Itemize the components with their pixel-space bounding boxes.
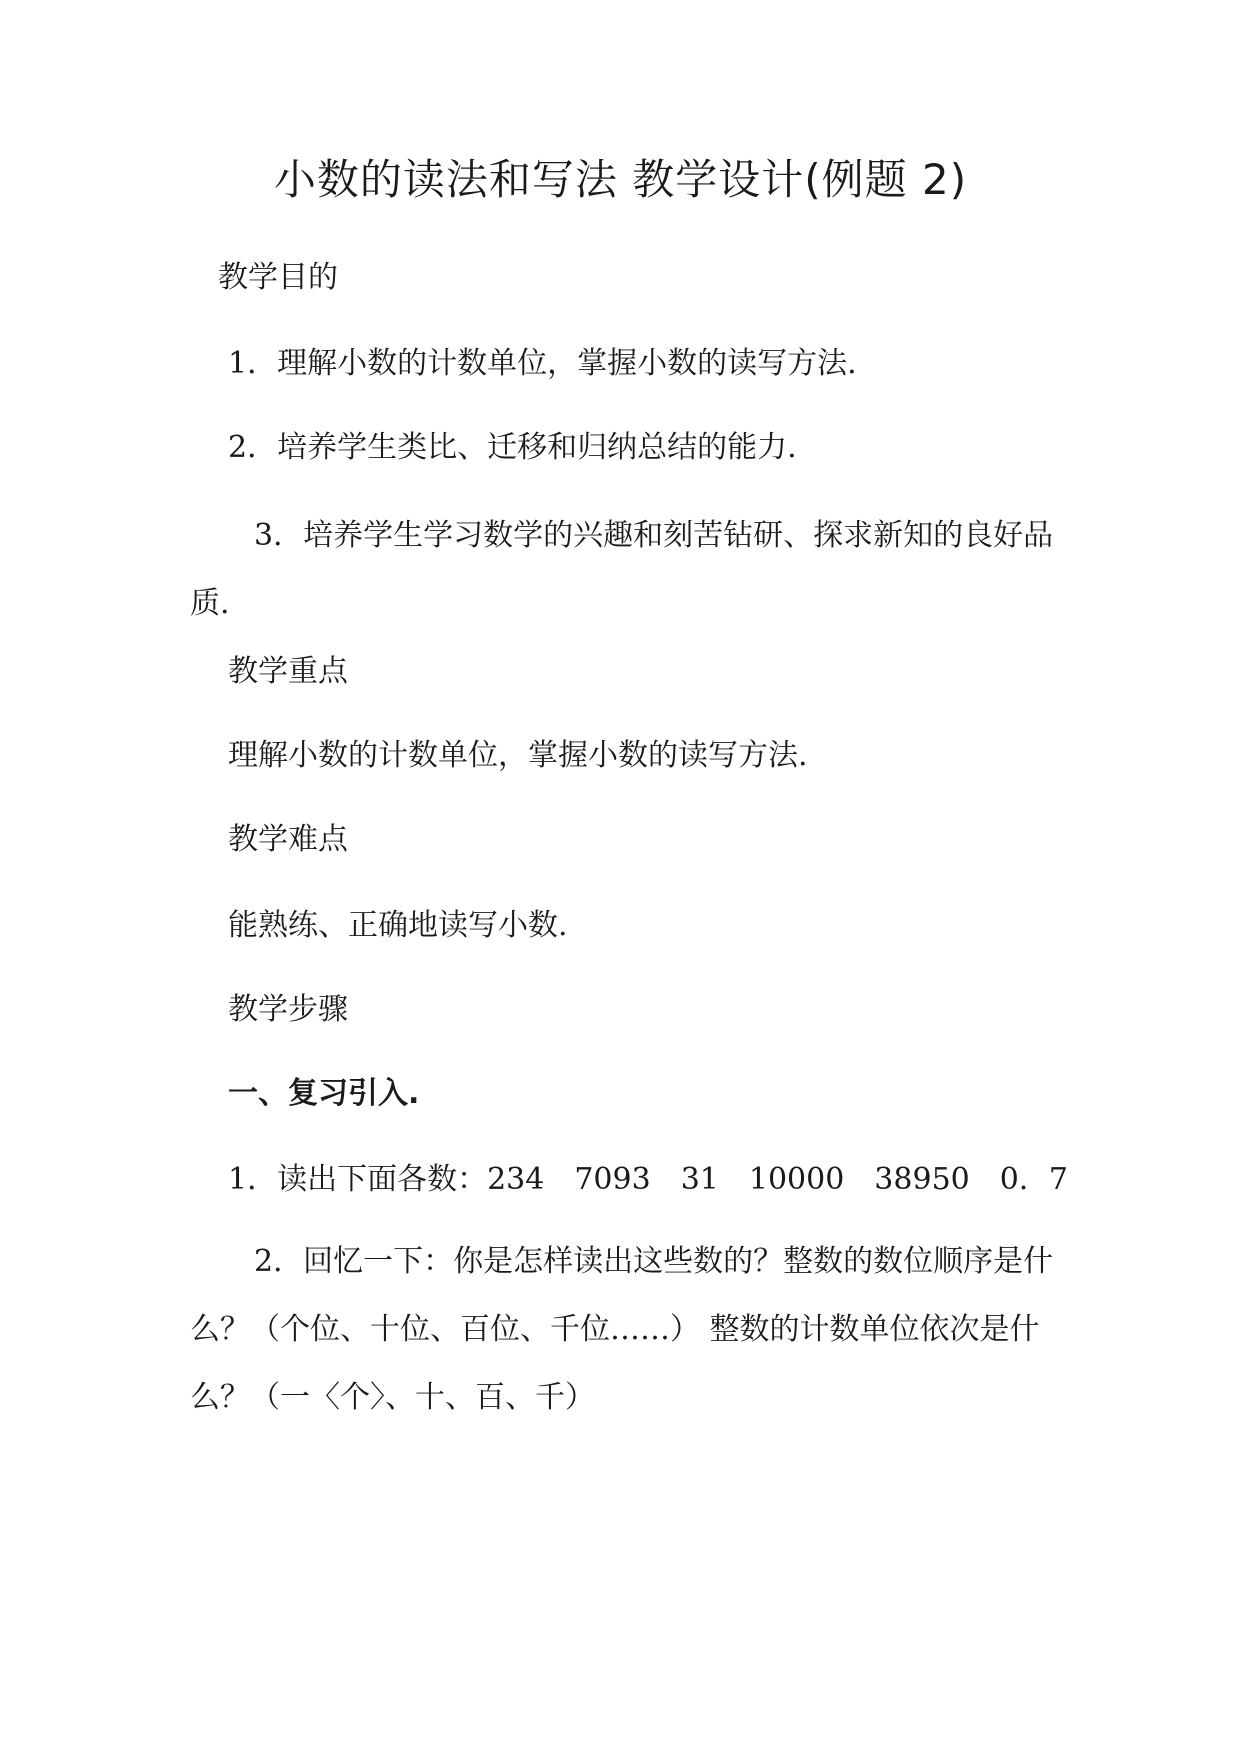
step-one-heading: 一、复习引入. xyxy=(228,1076,420,1111)
difficulty-heading: 教学难点 xyxy=(228,822,348,857)
step-one-item-2: 2．回忆一下：你是怎样读出这些数的？整数的数位顺序是什么？（个位、十位、百位、千位……） 整数的计数单位依次是什么？（一〈个〉、十、百、千） xyxy=(190,1244,1054,1415)
steps-heading: 教学步骤 xyxy=(228,992,348,1027)
key-point-text: 理解小数的计数单位，掌握小数的读写方法. xyxy=(228,738,808,773)
purpose-item-2: 2．培养学生类比、迁移和归纳总结的能力. xyxy=(228,430,797,465)
step-one-item-1: 1．读出下面各数：234 7093 31 10000 38950 0．7 xyxy=(228,1162,1068,1197)
key-point-heading: 教学重点 xyxy=(228,654,348,689)
purpose-item-3: 3．培养学生学习数学的兴趣和刻苦钻研、探求新知的良好品质. xyxy=(190,518,1054,621)
difficulty-text: 能熟练、正确地读写小数. xyxy=(228,908,568,943)
purpose-heading: 教学目的 xyxy=(218,260,338,295)
purpose-item-1: 1．理解小数的计数单位，掌握小数的读写方法. xyxy=(228,346,857,381)
document-title: 小数的读法和写法 教学设计(例题 2) xyxy=(273,155,968,204)
